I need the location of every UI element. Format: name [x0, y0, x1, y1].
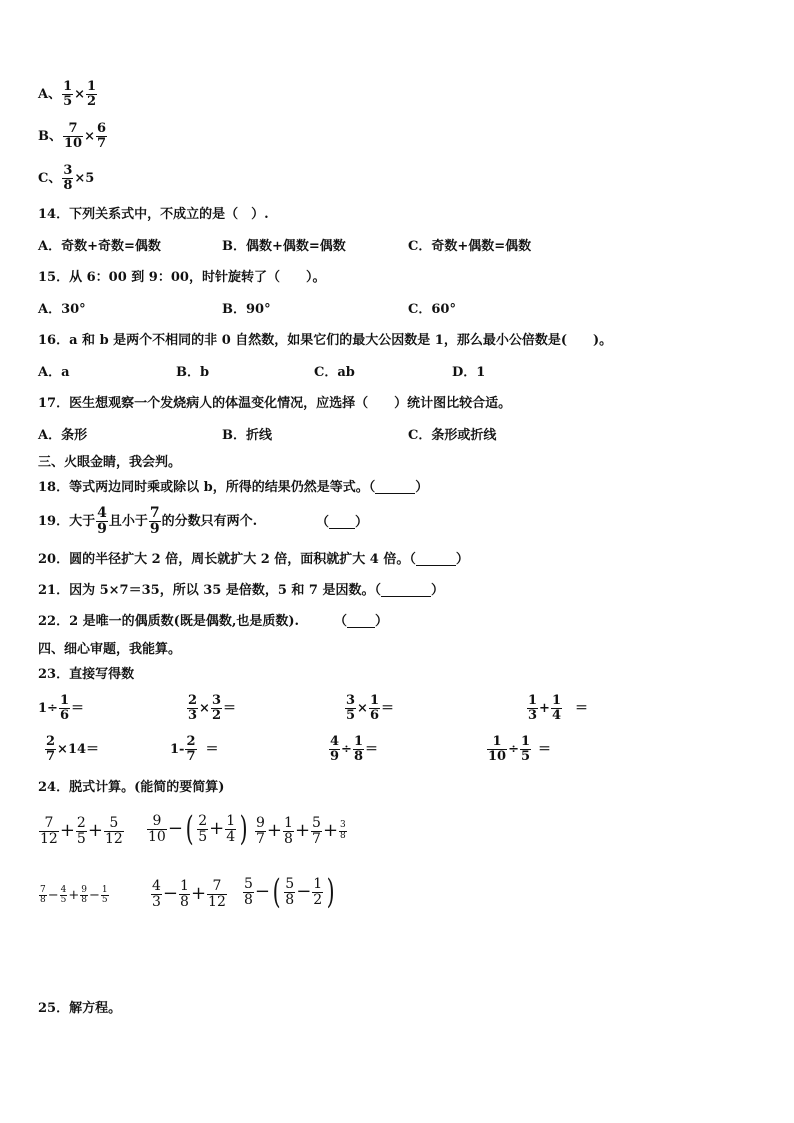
q14-stem: 14．下列关系式中，不成立的是（ ）.: [38, 207, 269, 222]
q15-stem: 15．从 6：00 到 9：00，时针旋转了（ ）。: [38, 270, 326, 285]
q20: 20．圆的半径扩大 2 倍，周长就扩大 2 倍，面积就扩大 4 倍。（ ）: [38, 552, 469, 567]
q13-option-b: B、 $\frac{7}{10}$ × $\frac{6}{7}$: [38, 121, 107, 151]
q15-option-b[interactable]: B．90°: [222, 302, 271, 317]
q23-item-6: 1- $\frac{2}{7}$ ＝: [170, 734, 219, 764]
q17-stem: 17．医生想观察一个发烧病人的体温变化情况，应选择（ ）统计图比较合适。: [38, 396, 512, 411]
q24-expr-6: $\frac{5}{8}$ −( $\frac{5}{8}$ − $\frac{1}{2}$ ): [244, 872, 335, 912]
q14-option-c[interactable]: C．奇数+偶数=偶数: [408, 239, 532, 254]
q24-expr-4: $\frac{7}{8}$ − $\frac{4}{5}$ + $\frac{9}{8}$ − $\frac{1}{5}$: [40, 885, 108, 906]
q14-option-a[interactable]: A．奇数+奇数=偶数: [38, 239, 161, 254]
q16-stem: 16．a 和 b 是两个不相同的非 0 自然数，如果它们的最大公因数是 1，那么最小公倍数是( )。: [38, 333, 613, 348]
q24-expr-1: $\frac{7}{12}$ + $\frac{2}{5}$ + $\frac{5}{12}$: [40, 815, 123, 847]
q16-option-b[interactable]: B．b: [176, 365, 210, 380]
q23-item-1: 1÷ $\frac{1}{6}$ ＝: [38, 693, 85, 723]
q23-title: 23．直接写得数: [38, 667, 135, 682]
q18-answer-blank[interactable]: [375, 481, 415, 494]
q24-expr-2: $\frac{9}{10}$ −( $\frac{2}{5}$ + $\frac{1}{4}$ ): [148, 809, 248, 849]
q21: 21．因为 5×7＝35，所以 35 是倍数，5 和 7 是因数。（ ）: [38, 583, 445, 598]
section-4-heading: 四、细心审题，我能算。: [38, 642, 182, 657]
q23-item-2: $\frac{2}{3}$ × $\frac{3}{2}$ ＝: [188, 693, 237, 723]
q22-answer: （ ）: [334, 614, 389, 629]
q15-option-c[interactable]: C．60°: [408, 302, 456, 317]
q23-item-8: $\frac{1}{10}$ ÷ $\frac{1}{5}$ ＝: [488, 734, 552, 764]
q23-item-4: $\frac{1}{3}$ + $\frac{1}{4}$ ＝: [528, 693, 589, 723]
q19-answer-blank[interactable]: [329, 516, 355, 529]
q13-option-a: A、 $\frac{1}{5}$ × $\frac{1}{2}$: [38, 79, 97, 109]
q25-title: 25．解方程。: [38, 1001, 122, 1016]
q13-option-c: C、 $\frac{3}{8}$ ×5: [38, 163, 95, 193]
q19-answer: （ ）: [316, 515, 369, 530]
q23-item-7: $\frac{4}{9}$ ÷ $\frac{1}{8}$ ＝: [330, 734, 379, 764]
q23-item-3: $\frac{3}{5}$ × $\frac{1}{6}$ ＝: [346, 693, 395, 723]
q16-option-d[interactable]: D．1: [452, 365, 486, 380]
q16-option-a[interactable]: A．a: [38, 365, 70, 380]
q24-title: 24．脱式计算。(能简的要简算): [38, 780, 225, 795]
q15-option-a[interactable]: A．30°: [38, 302, 86, 317]
q17-option-b[interactable]: B．折线: [222, 428, 272, 443]
q23-item-5: $\frac{2}{7}$ ×14＝: [46, 734, 100, 764]
q17-option-a[interactable]: A．条形: [38, 428, 88, 443]
q21-answer-blank[interactable]: [381, 584, 431, 597]
q18: 18．等式两边同时乘或除以 b，所得的结果仍然是等式。（ ）: [38, 480, 429, 495]
q19: 19．大于 $\frac{4}{9}$ 且小于 $\frac{7}{9}$ 的分数只有两个.: [38, 505, 258, 537]
q17-option-c[interactable]: C．条形或折线: [408, 428, 497, 443]
q24-expr-3: $\frac{9}{7}$ + $\frac{1}{8}$ + $\frac{5}{7}$ + $\frac{3}{8}$: [256, 815, 346, 847]
section-3-heading: 三、火眼金睛，我会判。: [38, 455, 182, 470]
q22-answer-blank[interactable]: [347, 615, 375, 628]
q24-expr-5: $\frac{4}{3}$ − $\frac{1}{8}$ + $\frac{7}{12}$: [152, 878, 226, 910]
q16-option-c[interactable]: C．ab: [314, 365, 355, 380]
q22: 22．2 是唯一的偶质数(既是偶数,也是质数).: [38, 614, 300, 629]
q14-option-b[interactable]: B．偶数+偶数=偶数: [222, 239, 346, 254]
q20-answer-blank[interactable]: [416, 553, 456, 566]
